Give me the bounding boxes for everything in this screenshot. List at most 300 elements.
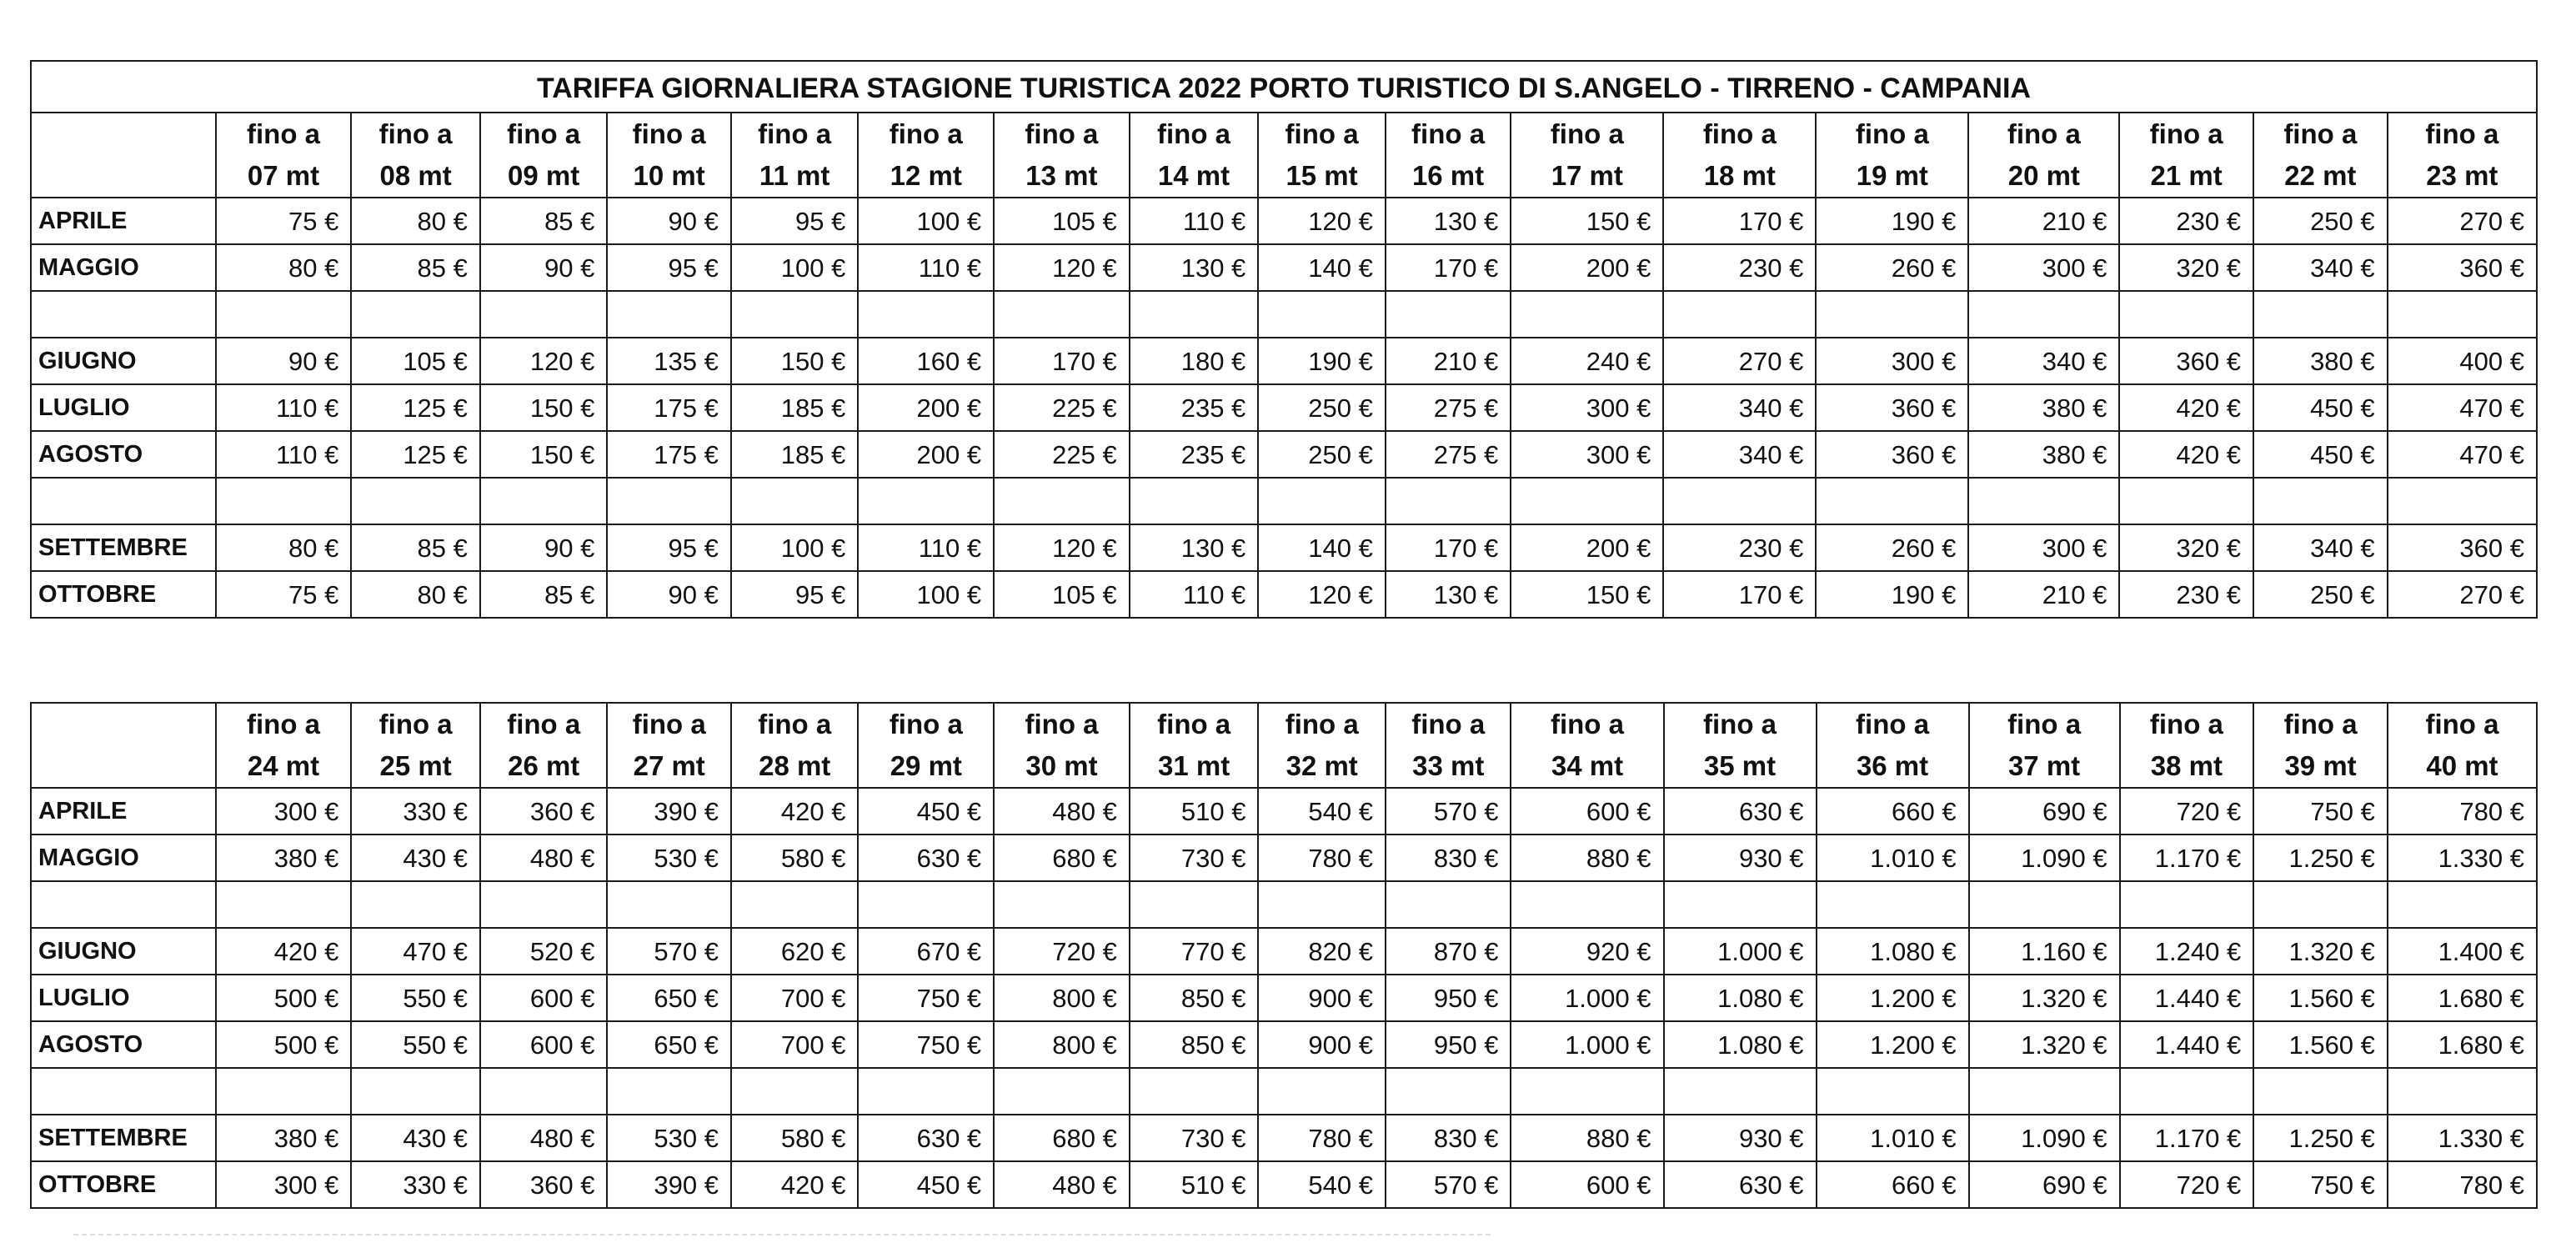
price-cell: 300 € [216,788,352,834]
price-cell: 275 € [1386,431,1511,478]
price-cell: 700 € [731,1021,859,1068]
empty-cell [2120,881,2254,928]
header-prefix: fino a [1703,709,1777,739]
price-cell: 1.080 € [1664,1021,1817,1068]
price-cell: 80 € [351,198,480,244]
empty-cell [1817,881,1969,928]
length-header [607,113,730,198]
price-cell: 1.330 € [2388,1115,2537,1161]
price-cell: 150 € [731,338,859,384]
empty-cell [607,291,730,338]
price-cell: 90 € [480,524,608,571]
price-cell: 630 € [858,834,994,881]
price-cell: 200 € [858,384,994,431]
price-cell: 830 € [1386,1115,1511,1161]
empty-cell [1130,478,1259,524]
price-cell: 750 € [858,1021,994,1068]
header-prefix: fino a [2149,709,2223,739]
header-length: 38 mt [2150,750,2223,781]
price-cell: 620 € [731,928,859,975]
month-label: OTTOBRE [31,571,216,618]
length-header [1258,703,1386,788]
price-cell: 1.200 € [1817,1021,1969,1068]
table-row [31,788,2537,834]
corner-cell [31,113,216,198]
table-row [31,1021,2537,1068]
header-length: 23 mt [2426,160,2498,191]
price-cell: 930 € [1664,1115,1817,1161]
price-cell: 540 € [1258,788,1386,834]
header-prefix: fino a [2283,709,2358,739]
header-prefix: fino a [1856,709,1930,739]
month-label: SETTEMBRE [31,1115,216,1161]
month-label: LUGLIO [31,384,216,431]
price-cell: 530 € [607,1115,730,1161]
empty-cell [1258,881,1386,928]
price-cell: 180 € [1130,338,1259,384]
header-length: 26 mt [508,750,580,781]
price-cell: 100 € [858,198,994,244]
price-cell: 420 € [2119,384,2253,431]
price-cell: 880 € [1511,1115,1663,1161]
price-cell: 230 € [2119,198,2253,244]
price-cell: 330 € [351,1161,480,1208]
price-cell: 480 € [994,788,1130,834]
empty-cell [2388,1068,2537,1115]
price-cell: 150 € [480,384,608,431]
header-prefix: fino a [247,709,321,739]
price-cell: 500 € [216,1021,352,1068]
price-cell: 300 € [1816,338,1968,384]
table-row [31,1115,2537,1161]
price-cell: 120 € [480,338,608,384]
empty-cell [1664,881,1817,928]
price-cell: 210 € [1968,198,2119,244]
empty-cell [31,881,216,928]
price-cell: 170 € [994,338,1130,384]
price-cell: 100 € [731,524,859,571]
length-header [2253,703,2388,788]
empty-cell [858,1068,994,1115]
price-cell: 430 € [351,834,480,881]
header-length: 35 mt [1703,750,1777,781]
header-prefix: fino a [2425,709,2499,739]
price-cell: 125 € [351,384,480,431]
price-cell: 300 € [1511,431,1663,478]
price-cell: 1.010 € [1817,1115,1969,1161]
price-cell: 85 € [480,198,608,244]
rate-table-24-40 [30,702,2538,1209]
month-label: AGOSTO [31,431,216,478]
price-cell: 95 € [731,198,859,244]
header-prefix: fino a [2149,118,2223,149]
price-cell: 130 € [1130,524,1259,571]
price-cell: 660 € [1817,1161,1969,1208]
header-prefix: fino a [378,709,453,739]
empty-cell [1130,881,1259,928]
header-prefix: fino a [378,118,453,149]
header-length: 12 mt [890,160,962,191]
length-header [1816,113,1968,198]
price-cell: 1.000 € [1664,928,1817,975]
price-cell: 110 € [216,431,352,478]
header-prefix: fino a [889,118,963,149]
price-cell: 235 € [1130,431,1259,478]
empty-cell [2253,291,2388,338]
header-length: 30 mt [1025,750,1098,781]
price-cell: 1.080 € [1817,928,1969,975]
length-header [2120,703,2254,788]
price-cell: 1.160 € [1969,928,2120,975]
price-cell: 90 € [607,198,730,244]
price-cell: 200 € [858,431,994,478]
price-cell: 225 € [994,431,1130,478]
header-prefix: fino a [1550,118,1624,149]
header-row [31,703,2537,788]
table-row [31,524,2537,571]
price-cell: 450 € [858,1161,994,1208]
header-length: 22 mt [2284,160,2357,191]
price-cell: 110 € [216,384,352,431]
empty-cell [1258,291,1386,338]
price-cell: 90 € [607,571,730,618]
price-cell: 1.680 € [2388,1021,2537,1068]
table-row [31,928,2537,975]
length-header [1511,113,1663,198]
month-label: SETTEMBRE [31,524,216,571]
length-header [994,703,1130,788]
header-prefix: fino a [1285,709,1359,739]
price-cell: 390 € [607,1161,730,1208]
empty-cell [2253,478,2388,524]
price-cell: 880 € [1511,834,1663,881]
header-prefix: fino a [632,709,706,739]
table-title: TARIFFA GIORNALIERA STAGIONE TURISTICA 2022 PORTO TURISTICO DI S.ANGELO - TIRRENO - CAMPANIA [31,61,2537,113]
price-cell: 680 € [994,1115,1130,1161]
price-cell: 300 € [216,1161,352,1208]
price-cell: 1.170 € [2120,834,2254,881]
price-cell: 340 € [1663,431,1816,478]
header-prefix: fino a [2007,118,2081,149]
price-cell: 360 € [2119,338,2253,384]
price-cell: 420 € [2119,431,2253,478]
header-length: 17 mt [1551,160,1623,191]
price-cell: 105 € [351,338,480,384]
price-cell: 750 € [858,975,994,1021]
empty-cell [2253,881,2388,928]
header-length: 15 mt [1285,160,1358,191]
price-cell: 1.320 € [2253,928,2388,975]
price-cell: 830 € [1386,834,1511,881]
length-header [480,113,608,198]
empty-cell [1511,1068,1663,1115]
price-cell: 190 € [1258,338,1386,384]
price-cell: 1.010 € [1817,834,1969,881]
header-prefix: fino a [1411,709,1486,739]
price-cell: 200 € [1511,244,1663,291]
price-cell: 110 € [858,524,994,571]
length-header [1969,703,2120,788]
price-cell: 360 € [1816,384,1968,431]
header-length: 16 mt [1411,160,1485,191]
price-cell: 630 € [858,1115,994,1161]
header-length: 28 mt [759,750,831,781]
price-cell: 600 € [480,1021,608,1068]
month-label: OTTOBRE [31,1161,216,1208]
price-cell: 570 € [1386,1161,1511,1208]
empty-cell [480,881,608,928]
price-cell: 360 € [2388,524,2537,571]
table-row [31,1161,2537,1208]
empty-cell [607,478,730,524]
price-cell: 850 € [1130,975,1259,1021]
header-length: 07 mt [247,160,320,191]
price-cell: 140 € [1258,524,1386,571]
price-cell: 380 € [1968,431,2119,478]
header-row [31,113,2537,198]
spacer-row [31,1068,2537,1115]
header-length: 11 mt [759,160,830,191]
price-cell: 125 € [351,431,480,478]
price-cell: 570 € [1386,788,1511,834]
price-cell: 120 € [1258,571,1386,618]
length-header [1258,113,1386,198]
month-label: AGOSTO [31,1021,216,1068]
header-length: 21 mt [2150,160,2223,191]
table-row [31,244,2537,291]
price-cell: 670 € [858,928,994,975]
rate-table-07-23 [30,60,2538,619]
month-label: MAGGIO [31,834,216,881]
price-cell: 105 € [994,198,1130,244]
page-bottom-edge [73,1234,1491,1250]
length-header [858,113,994,198]
empty-cell [731,881,859,928]
price-cell: 540 € [1258,1161,1386,1208]
price-cell: 800 € [994,1021,1130,1068]
price-cell: 270 € [2388,198,2537,244]
price-cell: 470 € [2388,431,2537,478]
price-cell: 820 € [1258,928,1386,975]
empty-cell [1968,291,2119,338]
price-cell: 730 € [1130,1115,1259,1161]
empty-cell [858,291,994,338]
price-cell: 470 € [2388,384,2537,431]
price-cell: 1.000 € [1511,1021,1663,1068]
header-length: 20 mt [2007,160,2080,191]
month-label: MAGGIO [31,244,216,291]
header-length: 31 mt [1158,750,1230,781]
price-cell: 580 € [731,1115,859,1161]
header-prefix: fino a [1025,709,1099,739]
price-cell: 780 € [2388,1161,2537,1208]
table-row [31,338,2537,384]
length-header [1130,113,1259,198]
price-cell: 230 € [2119,571,2253,618]
price-cell: 210 € [1386,338,1511,384]
empty-cell [858,881,994,928]
header-length: 34 mt [1551,750,1624,781]
price-cell: 630 € [1664,788,1817,834]
price-cell: 650 € [607,1021,730,1068]
table-row [31,571,2537,618]
price-cell: 120 € [994,244,1130,291]
price-cell: 380 € [1968,384,2119,431]
price-cell: 450 € [2253,431,2388,478]
month-label: GIUGNO [31,928,216,975]
price-cell: 190 € [1816,571,1968,618]
price-cell: 1.440 € [2120,1021,2254,1068]
header-prefix: fino a [1550,709,1624,739]
price-cell: 130 € [1386,571,1511,618]
empty-cell [1817,1068,1969,1115]
header-prefix: fino a [1157,709,1231,739]
price-cell: 720 € [2120,788,2254,834]
price-cell: 235 € [1130,384,1259,431]
length-header [731,113,859,198]
table-row [31,834,2537,881]
length-header [607,703,730,788]
price-cell: 100 € [858,571,994,618]
header-prefix: fino a [1411,118,1486,149]
price-cell: 530 € [607,834,730,881]
price-cell: 230 € [1663,244,1816,291]
price-cell: 690 € [1969,1161,2120,1208]
empty-cell [858,478,994,524]
header-prefix: fino a [247,118,320,149]
title-row [31,61,2537,113]
empty-cell [1816,291,1968,338]
length-header [731,703,859,788]
table-row [31,975,2537,1021]
price-cell: 1.250 € [2253,1115,2388,1161]
price-cell: 100 € [731,244,859,291]
empty-cell [1130,291,1259,338]
price-cell: 200 € [1511,524,1663,571]
length-header [1968,113,2119,198]
header-length: 19 mt [1856,160,1928,191]
empty-cell [1511,478,1663,524]
empty-cell [216,478,352,524]
empty-cell [1663,291,1816,338]
month-label: APRILE [31,198,216,244]
empty-cell [1130,1068,1259,1115]
empty-cell [480,1068,608,1115]
price-cell: 260 € [1816,524,1968,571]
header-prefix: fino a [1702,118,1777,149]
price-cell: 800 € [994,975,1130,1021]
header-prefix: fino a [1285,118,1359,149]
empty-cell [31,478,216,524]
length-header [351,703,480,788]
price-cell: 510 € [1130,788,1259,834]
spacer-row [31,881,2537,928]
price-cell: 135 € [607,338,730,384]
price-cell: 680 € [994,834,1130,881]
empty-cell [994,478,1130,524]
empty-cell [2388,291,2537,338]
month-label: GIUGNO [31,338,216,384]
header-prefix: fino a [507,709,581,739]
price-cell: 225 € [994,384,1130,431]
price-cell: 1.440 € [2120,975,2254,1021]
price-cell: 480 € [480,1115,608,1161]
empty-cell [1511,291,1663,338]
header-length: 33 mt [1412,750,1485,781]
empty-cell [2253,1068,2388,1115]
price-cell: 550 € [351,975,480,1021]
price-cell: 85 € [480,571,608,618]
length-header [1386,703,1511,788]
price-cell: 870 € [1386,928,1511,975]
empty-cell [1664,1068,1817,1115]
header-prefix: fino a [2425,118,2499,149]
header-prefix: fino a [507,118,581,149]
empty-cell [731,478,859,524]
price-cell: 510 € [1130,1161,1259,1208]
price-cell: 660 € [1817,788,1969,834]
price-cell: 380 € [2253,338,2388,384]
price-cell: 750 € [2253,788,2388,834]
length-header [858,703,994,788]
header-prefix: fino a [889,709,963,739]
empty-cell [480,478,608,524]
price-cell: 210 € [1968,571,2119,618]
price-cell: 1.400 € [2388,928,2537,975]
length-header [994,113,1130,198]
price-cell: 270 € [1663,338,1816,384]
price-cell: 140 € [1258,244,1386,291]
price-cell: 690 € [1969,788,2120,834]
price-cell: 1.090 € [1969,1115,2120,1161]
empty-cell [1258,1068,1386,1115]
price-cell: 770 € [1130,928,1259,975]
price-cell: 340 € [1968,338,2119,384]
price-cell: 780 € [2388,788,2537,834]
price-cell: 150 € [1511,571,1663,618]
price-cell: 300 € [1511,384,1663,431]
price-cell: 850 € [1130,1021,1259,1068]
empty-cell [1969,881,2120,928]
header-prefix: fino a [758,709,832,739]
length-header [480,703,608,788]
price-cell: 390 € [607,788,730,834]
price-cell: 320 € [2119,244,2253,291]
price-cell: 330 € [351,788,480,834]
price-cell: 300 € [1968,244,2119,291]
price-cell: 90 € [216,338,352,384]
header-length: 13 mt [1025,160,1098,191]
price-cell: 175 € [607,431,730,478]
price-cell: 360 € [2388,244,2537,291]
price-cell: 730 € [1130,834,1259,881]
price-cell: 600 € [1511,788,1663,834]
price-cell: 150 € [480,431,608,478]
price-cell: 360 € [1816,431,1968,478]
empty-cell [31,291,216,338]
empty-cell [994,1068,1130,1115]
empty-cell [1663,478,1816,524]
length-header [1130,703,1259,788]
price-cell: 1.320 € [1969,975,2120,1021]
price-cell: 80 € [351,571,480,618]
empty-cell [607,881,730,928]
price-cell: 230 € [1663,524,1816,571]
empty-cell [31,1068,216,1115]
price-cell: 250 € [1258,384,1386,431]
header-length: 39 mt [2284,750,2357,781]
price-cell: 1.680 € [2388,975,2537,1021]
